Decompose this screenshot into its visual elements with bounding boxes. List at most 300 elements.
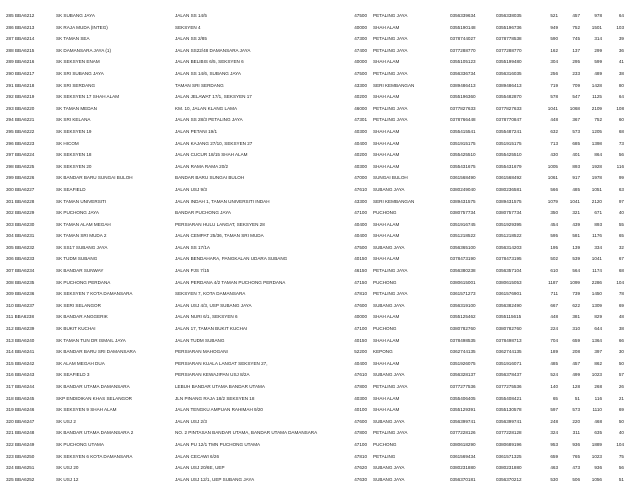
cell-n1: 530 [550,476,558,482]
cell-n4: 30 [618,349,624,355]
cell-n3: 1978 [591,175,602,181]
cell-index-code: 301 BBA6228 [6,198,35,204]
cell-n3: 829 [594,314,602,320]
cell-postcode: 47150 [354,279,367,285]
cell-n2: 739 [572,291,580,297]
table-row [0,404,638,416]
cell-address: JALAN SS 28/3 PETALING JAYA [175,117,243,123]
cell-n3: 1110 [592,407,602,413]
cell-n2: 622 [572,302,580,308]
cell-postcode: 47800 [354,430,367,436]
cell-fax: 0361568492 [496,175,522,181]
cell-index-code: 294 BBA6221 [6,117,35,123]
cell-school: SK BUKIT KUCHAI [56,326,96,332]
cell-n2: 893 [572,163,580,169]
cell-postcode: 46000 [354,105,367,111]
cell-n2: 321 [572,210,580,216]
cell-city: SUBANG JAYA [373,372,405,378]
cell-n4: 38 [618,70,624,76]
cell-n1: 711 [550,291,558,297]
cell-address: BANDAR PUCHONG JAYA [175,210,231,216]
cell-school: SK TAMAN SEA [56,36,90,42]
cell-n2: 128 [572,384,580,389]
cell-n3: 1041 [591,256,602,262]
cell-phone: 0380757734 [450,210,476,216]
cell-fax: 0380236581 [496,186,522,192]
cell-fax: 0351929395 [496,221,522,227]
table-row [0,68,638,80]
cell-n4: 108 [616,105,624,111]
cell-fax: 0355199480 [496,59,522,65]
cell-city: SHAH ALAM [373,233,400,239]
cell-city: SHAH ALAM [373,128,400,134]
cell-fax: 0355425510 [496,152,522,158]
cell-n3: 2109 [591,105,602,111]
cell-address: BANDAR BARU SUNGAI BULOH [175,175,245,181]
cell-index-code: 306 BBA6233 [6,256,35,262]
cell-fax: 0356378437 [496,372,522,378]
table-row [0,427,638,439]
cell-fax: 0355487241 [496,128,522,134]
cell-n2: 765 [572,453,580,459]
cell-n1: 667 [550,302,558,308]
cell-city: SHAH ALAM [373,163,400,169]
cell-n4: 39 [618,36,624,42]
cell-postcode: 47500 [354,244,367,250]
cell-postcode: 40200 [354,152,367,158]
cell-fax: 0380757734 [496,210,522,216]
table-row [0,335,638,347]
cell-fax: 0355130578 [496,407,522,413]
cell-address: JALAN USJ 2/3 [175,418,207,424]
table-row [0,33,638,45]
cell-phone: 0356365100 [450,244,476,250]
cell-n2: 547 [572,94,580,100]
cell-index-code: 312 BBA6239 [6,326,35,332]
cell-n3: 1889 [591,441,602,447]
cell-school: SK SEAFIELD [56,186,86,192]
cell-n2: 137 [572,47,580,53]
cell-n3: 334 [594,244,602,250]
table-row [0,369,638,381]
cell-n1: 566 [550,186,558,192]
cell-fax: 0361571325 [496,453,522,459]
cell-n2: 295 [572,59,580,65]
cell-phone: 0356319100 [450,302,476,308]
cell-n2: 752 [572,24,580,30]
cell-address: JALAN INDAH 1, TAMAN UNIVERSITI INDAH [175,198,270,204]
cell-address: JALAN SS 14/6, SUBANG JAYA [175,70,241,76]
cell-n2: 233 [572,70,580,76]
cell-address: JALAN PU 12/1 TMN PUCHONG UTAMA [175,441,261,447]
cell-index-code: 324 BBA6251 [6,465,35,471]
cell-phone: 0351916745 [450,221,476,227]
cell-fax: 0356314203 [496,244,522,250]
cell-n3: 489 [594,70,602,76]
cell-n1: 65 [552,395,558,401]
table-row [0,288,638,300]
cell-city: SHAH ALAM [373,94,400,100]
cell-phone: 0355190148 [450,24,476,30]
cell-index-code: 287 BBA6214 [6,36,35,42]
cell-postcode: 47630 [354,476,367,482]
cell-n2: 51 [574,395,580,401]
cell-index-code: 325 BBA6252 [6,476,35,482]
cell-city: PUCHONG [373,441,397,447]
cell-phone: 0380618290 [450,441,476,447]
cell-n4: 50 [618,360,624,366]
cell-school: SK SRI SUBANG JAYA [56,70,104,76]
cell-n3: 397 [594,349,602,355]
cell-n3: 1174 [592,268,602,274]
cell-n1: 430 [550,152,558,158]
cell-phone: 0377288770 [450,47,476,53]
cell-school: SK SEAFIELD 3 [56,372,90,378]
cell-index-code: 300 BBA6227 [6,186,35,192]
cell-fax: 0378498713 [496,337,522,343]
cell-city: PUCHONG [373,326,397,332]
cell-index-code: 322 BBA6249 [6,441,35,447]
cell-school: SK SEKSYEN 17 SHAH ALAM [56,94,120,100]
cell-address: JALAN SS 2/85 [175,36,207,42]
table-row [0,323,638,335]
cell-postcode: 40000 [354,24,367,30]
cell-postcode: 47810 [354,291,367,297]
cell-fax: 0355431679 [496,163,522,169]
cell-n3: 2120 [591,198,602,204]
cell-n1: 502 [550,256,558,262]
cell-n2: 439 [572,221,580,227]
table-row [0,91,638,103]
cell-fax: 0351916071 [496,360,522,366]
cell-n1: 949 [550,24,558,30]
cell-index-code: 307 BBA6234 [6,268,35,274]
cell-n3: 862 [594,360,602,366]
cell-index-code: 320 BBA6247 [6,418,35,424]
cell-school: SK ALAM MEGAH DUA [56,360,105,366]
cell-n3: 1398 [591,140,602,146]
table-row [0,451,638,463]
cell-phone: 0356339634 [450,13,476,18]
cell-phone: 0380249040 [450,186,476,192]
cell-n2: 709 [572,82,580,88]
cell-address: JALAN CECAWI 6/26 [175,453,219,459]
cell-n3: 1205 [591,128,602,134]
cell-address: JALAN JELAWAT 17/1, SEKSYEN 17 [175,94,252,100]
cell-school: SK BANDAR ANGGERIK [56,314,108,320]
cell-n4: 41 [618,59,624,65]
cell-index-code: 313 BBA6240 [6,337,35,343]
cell-address: JALAN SS 14/5 [175,13,207,18]
cell-phone: 0380615001 [450,279,476,285]
cell-index-code: 305 BBA6232 [6,244,35,250]
cell-index-code: 315 BBA6242 [6,360,35,366]
cell-n2: 573 [572,407,580,413]
cell-n1: 448 [550,117,558,123]
table-row [0,184,638,196]
cell-postcode: 43300 [354,198,367,204]
cell-n4: 26 [618,384,624,389]
cell-city: SHAH ALAM [373,337,400,343]
cell-n1: 595 [550,233,558,239]
cell-school: SKP ENDIDIKAN KHAS SELANGOR [56,395,132,401]
cell-address: JALAN 17, TAMAN BUKIT KUCHAI [175,326,248,332]
cell-city: PETALING [373,453,396,459]
cell-phone: 0356380238 [450,268,476,274]
cell-index-code: 285 BBA6212 [6,13,35,18]
cell-n3: 1309 [591,302,602,308]
cell-city: SHAH ALAM [373,256,400,262]
cell-n1: 162 [550,47,558,53]
cell-phone: 0355129391 [450,407,476,413]
cell-index-code: 316 BBA6243 [6,372,35,378]
cell-n2: 564 [572,268,580,274]
cell-postcode: 40400 [354,233,367,239]
cell-city: SUBANG JAYA [373,244,405,250]
cell-school: SK TUDM SUBANG [56,256,98,262]
cell-n3: 268 [594,384,602,389]
table-row [0,138,638,150]
cell-city: PETALING JAYA [373,47,408,53]
cell-n4: 68 [618,128,624,134]
cell-fax: 0356370212 [496,476,522,482]
cell-index-code: 304 BBA6231 [6,233,35,239]
cell-school: SK USJ 12 [56,476,79,482]
cell-index-code: 314 BBA6241 [6,349,35,355]
table-row [0,10,638,22]
cell-index-code: 310 BBA6237 [6,302,35,308]
cell-address: JALAN KAJANG 27/10, SEKSYEN 27 [175,140,253,146]
cell-phone: 0356370181 [450,476,476,482]
cell-n2: 1041 [569,198,580,204]
cell-n1: 485 [550,360,558,366]
cell-n2: 539 [572,256,580,262]
cell-n2: 367 [572,117,580,123]
cell-fax: 0356316035 [496,70,522,76]
cell-index-code: 291 BBA6218 [6,82,35,88]
cell-index-code: 303 BBA6230 [6,221,35,227]
cell-school: SK HICOM [56,140,79,146]
cell-city: SERI KEMBANGAN [373,198,415,204]
cell-postcode: 47301 [354,117,367,123]
cell-n2: 659 [572,337,580,343]
cell-n4: 57 [618,372,624,378]
cell-phone: 0355105123 [450,59,476,65]
table-row [0,230,638,242]
cell-n2: 936 [572,441,580,447]
table-row [0,265,638,277]
cell-n1: 578 [550,94,558,100]
cell-city: PETALING JAYA [373,384,408,389]
cell-n1: 521 [550,13,558,18]
cell-school: SK SEKSYEN 18 [56,152,92,158]
cell-n4: 64 [618,13,624,18]
cell-n1: 590 [550,36,558,42]
cell-n1: 1041 [547,105,558,111]
table-row [0,242,638,254]
cell-phone: 0377827633 [450,105,476,111]
cell-fax: 0378778538 [496,36,522,42]
table-row [0,196,638,208]
cell-phone: 0355125462 [450,314,476,320]
cell-phone: 0355431675 [450,163,476,169]
cell-n1: 1079 [547,198,558,204]
cell-postcode: 47600 [354,418,367,424]
cell-n4: 55 [618,221,624,227]
cell-n1: 324 [550,430,558,436]
cell-address: JALAN USJ 12/1, UEP SUBANG JAYA [175,476,255,482]
cell-city: PETALING JAYA [373,430,408,436]
cell-phone: 0389486413 [450,82,476,88]
cell-n3: 864 [594,152,602,158]
cell-school: SK DAMANSARA JAYA (1) [56,47,111,53]
cell-phone: 0378498535 [450,337,476,343]
spreadsheet-table [0,10,638,485]
cell-n3: 1023 [591,453,602,459]
cell-n4: 64 [618,94,624,100]
cell-postcode: 43300 [354,82,367,88]
cell-school: SK SRI KELANA [56,117,91,123]
cell-n3: 2286 [591,279,602,285]
cell-postcode: 46150 [354,268,367,274]
cell-n1: 1061 [547,175,558,181]
cell-school: SK SRI SERDANG [56,82,96,88]
cell-index-code: 319 BBA6246 [6,407,35,413]
cell-school: SK PUCHONG UTAMA [56,441,104,447]
cell-n4: 104 [616,441,624,447]
cell-n3: 1125 [592,94,602,100]
cell-n4: 73 [618,140,624,146]
cell-city: PETALING JAYA [373,105,408,111]
cell-school: SK TAMAN MEDAN [56,105,97,111]
cell-n1: 704 [550,337,558,343]
cell-n4: 21 [618,395,624,401]
cell-school: SK PUCHONG PERDANA [56,279,111,285]
cell-city: SUBANG JAYA [373,465,405,471]
cell-phone: 0378744027 [450,36,476,42]
table-row [0,126,638,138]
cell-address: JALAN PJS 7/15 [175,268,210,274]
cell-n4: 65 [618,233,624,239]
table-row [0,149,638,161]
cell-phone: 0377228126 [450,430,476,436]
cell-school: SK SUBANG JAYA [56,13,95,18]
cell-phone: 0361571273 [450,291,476,297]
cell-n1: 224 [550,326,558,332]
cell-index-code: 295 BBA6222 [6,128,35,134]
cell-phone: 0355425510 [450,152,476,158]
cell-n2: 485 [572,186,580,192]
cell-n2: 917 [572,175,580,181]
cell-n2: 401 [572,152,580,158]
table-row [0,439,638,451]
cell-city: SHAH ALAM [373,407,400,413]
cell-address: NO. 2 PINTASAN BANDAR UTAMA, BANDAR UTAMA DAMANSARA [175,430,318,436]
cell-school: SK TAMAN ALAM MEGAH [56,221,111,227]
cell-fax: 0362744135 [496,349,522,355]
cell-index-code: 298 BBA6225 [6,163,35,169]
cell-n1: 189 [550,349,558,355]
cell-address: JLN PINANG RAJA 18/2 SEKSYEN 18 [175,395,255,401]
cell-n3: 1056 [591,476,602,482]
cell-n3: 299 [594,47,602,53]
cell-n4: 50 [618,418,624,424]
cell-postcode: 47500 [354,13,367,18]
cell-address: PERSIARAN KEWAJIPAN USJ 8/2A [175,372,250,378]
cell-city: PETALING JAYA [373,70,408,76]
cell-n2: 310 [572,326,580,332]
cell-n3: 1501 [591,24,602,30]
cell-index-code: 296 BBA6223 [6,140,35,146]
table-row [0,172,638,184]
cell-fax: 0377288770 [496,47,522,53]
cell-school: SK TAMAN TUN DR ISMAIL JAYA [56,337,126,343]
cell-n4: 51 [618,476,624,482]
cell-fax: 0377827633 [496,105,522,111]
cell-n4: 36 [618,47,624,53]
cell-fax: 0380782760 [496,326,522,332]
cell-n4: 32 [618,244,624,250]
cell-school: SK USJ 20 [56,465,79,471]
cell-school: SK SEKSYEN 20 [56,163,92,169]
table-row [0,277,638,289]
cell-fax: 0356338035 [496,13,522,18]
cell-n4: 67 [618,256,624,262]
cell-phone: 0361568490 [450,175,476,181]
cell-city: SHAH ALAM [373,360,400,366]
cell-fax: 0351915175 [496,140,522,146]
cell-address: JALAN BENDAHARA, PANGKALAN UDARA SUBANG [175,256,288,262]
cell-postcode: 40300 [354,163,367,169]
table-row [0,80,638,92]
cell-n1: 632 [550,128,558,134]
cell-address: LEBUH BANDAR UTAMA BANDAR UTAMA [175,384,265,389]
cell-fax: 0355482870 [496,94,522,100]
cell-fax: 0389431575 [496,198,522,204]
cell-city: SHAH ALAM [373,140,400,146]
cell-address: SEKSYEN 4 [175,24,201,30]
cell-phone: 0351218522 [450,233,476,239]
cell-index-code: 308 BBA6235 [6,279,35,285]
cell-postcode: 40300 [354,128,367,134]
cell-n3: 671 [594,210,602,216]
cell-address: KM. 10, JALAN KLANG LAMA [175,105,238,111]
cell-fax: 0389486413 [496,82,522,88]
cell-address: JALAN TENGKU AMPUAN RAHIMAH 9/20 [175,407,263,413]
table-row [0,358,638,370]
cell-phone: 0356336734 [450,70,476,76]
cell-n4: 56 [618,152,624,158]
cell-city: SUBANG JAYA [373,302,405,308]
cell-n2: 457 [572,360,580,366]
cell-school: SK RAJA MUDA (INTEG) [56,24,108,30]
cell-n4: 56 [618,465,624,471]
cell-postcode: 40100 [354,407,367,413]
cell-address: JALAN RAMA RAMA 20/2 [175,163,229,169]
cell-phone: 0356399741 [450,418,476,424]
cell-postcode: 47400 [354,47,367,53]
cell-school: SK SERI SELANGOR [56,302,101,308]
cell-n4: 40 [618,210,624,216]
cell-phone: 0356328137 [450,372,476,378]
cell-n1: 195 [550,244,558,250]
cell-index-code: 286 BBA6213 [6,24,35,30]
cell-address: JALAN PERDANA 4/2 TAMAN PUCHONG PERDANA [175,279,286,285]
cell-school: SK SEKSYEN 9 SHAH ALAM [56,407,117,413]
cell-n1: 140 [550,384,558,389]
cell-school: SK PUCHONG JAYA [56,210,99,216]
cell-address: JALAN NURI 6/1, SEKSYEN 6 [175,314,238,320]
